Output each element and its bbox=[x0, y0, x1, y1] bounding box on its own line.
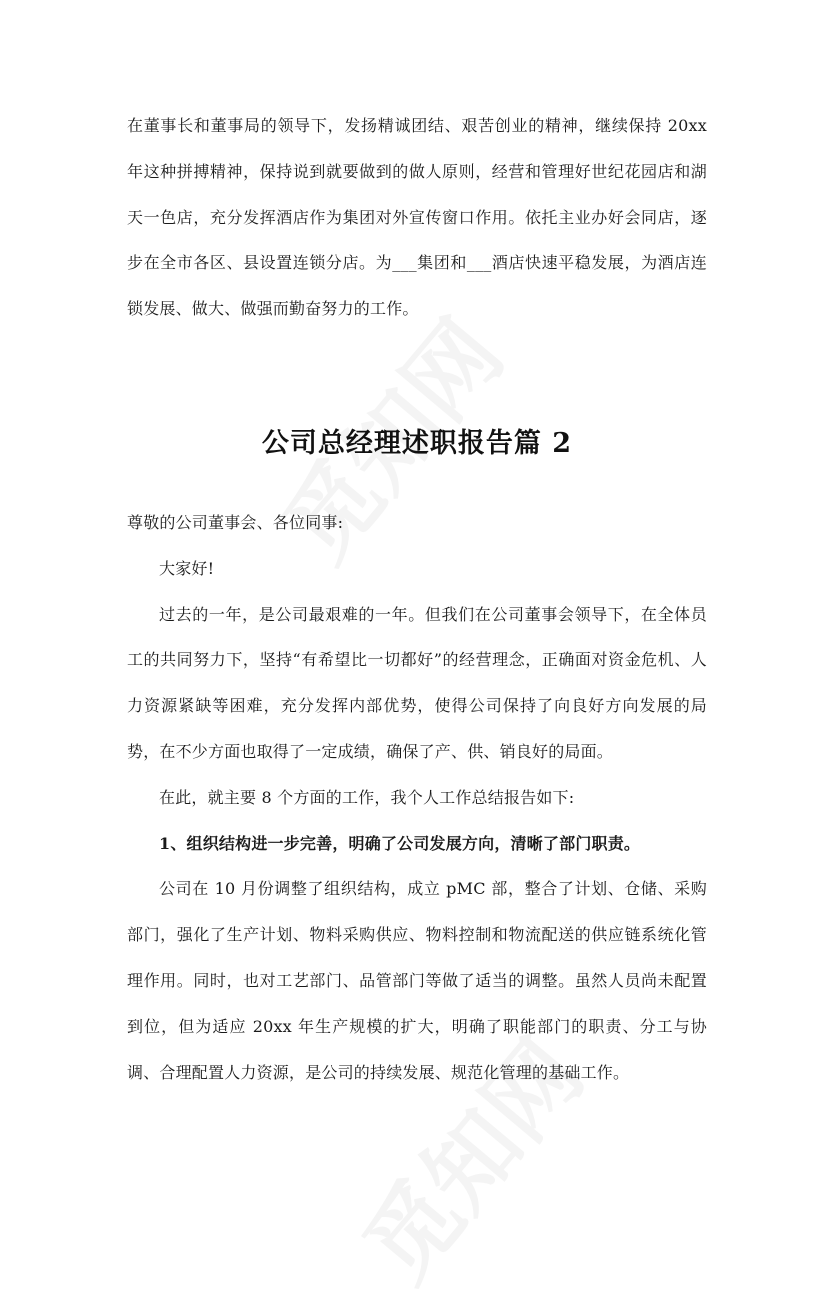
greeting: 大家好! bbox=[159, 558, 215, 578]
intro-paragraph: 在董事长和董事局的领导下，发扬精诚团结、艰苦创业的精神，继续保持 20xx 年这种拼搏精神，保持说到就要做到的做人原则，经营和管理好世纪花园店和湖天一色店，充分发挥酒店作为集团对外宣传窗口作用。依托主业办好会同店，逐步在全市各区、县设置连锁分店。为___集团和___酒店快速平稳发展，为酒店连锁发展、做大、做强而勤奋努力的工作。 bbox=[127, 116, 707, 319]
document-body bbox=[127, 103, 707, 1095]
section-title: 公司总经理述职报告篇 2 bbox=[261, 427, 573, 459]
paragraph-summary-intro: 在此，就主要 8 个方面的工作，我个人工作总结报告如下: bbox=[159, 787, 575, 807]
salutation: 尊敬的公司董事会、各位同事: bbox=[127, 512, 344, 532]
point-1-heading: 1、组织结构进一步完善，明确了公司发展方向，清晰了部门职责。 bbox=[159, 833, 641, 853]
paragraph-org-structure: 公司在 10 月份调整了组织结构，成立 pMC 部，整合了计划、仓储、采购部门，强化了生产计划、物料采购供应、物料控制和物流配送的供应链系统化管理作用。同时，也对工艺部门、品管部门等做了适当的调整。虽然人员尚未配置到位，但为适应 20xx 年生产规模的扩大，明确了职能部门的职责、分工与协调、合理配置人力资源，是公司的持续发展、规范化管理的基础工作。 bbox=[127, 879, 707, 1082]
paragraph-past-year: 过去的一年，是公司最艰难的一年。但我们在公司董事会领导下，在全体员工的共同努力下，坚持“有希望比一切都好”的经营理念，正确面对资金危机、人力资源紧缺等困难，充分发挥内部优势，使得公司保持了向良好方向发展的局势，在不少方面也取得了一定成绩，确保了产、供、销良好的局面。 bbox=[127, 604, 707, 761]
